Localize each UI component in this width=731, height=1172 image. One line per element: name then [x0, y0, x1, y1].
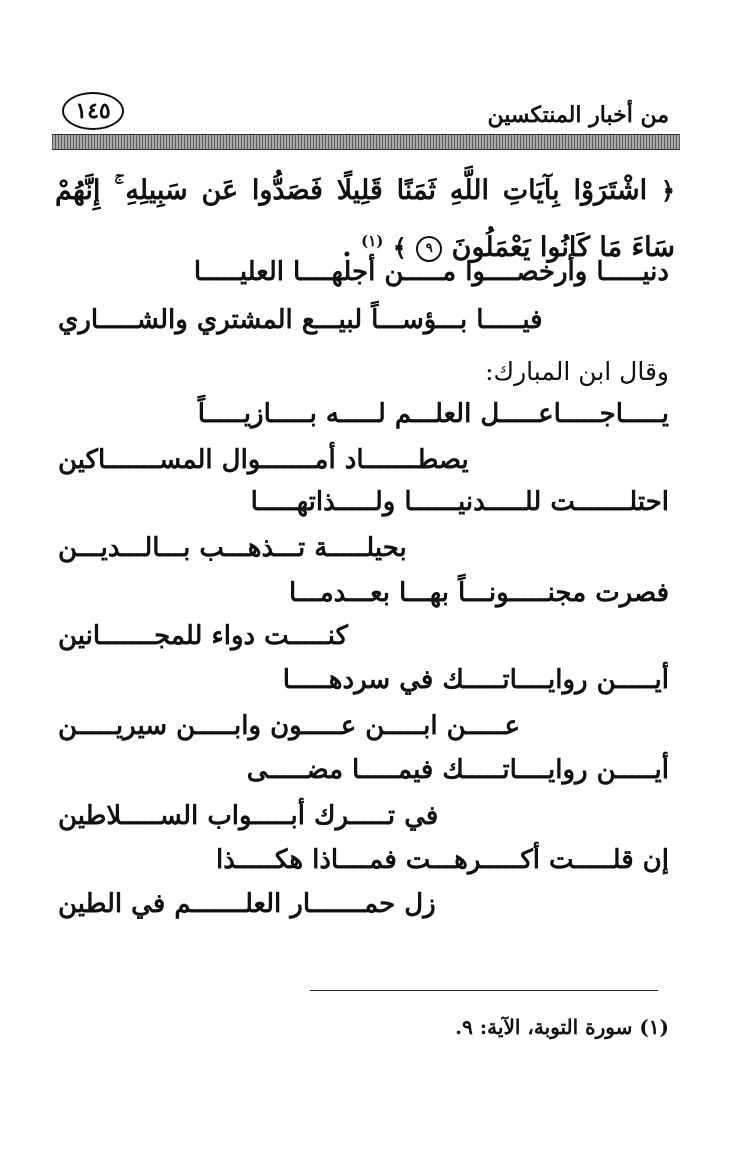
header-divider-band — [52, 134, 680, 150]
poem-line: في تـــــرك أبـــــواب الســـــلاطين — [58, 801, 439, 831]
poem-line: فيـــــا بـــؤســـاً لبيـــع المشتري والشـــــاري — [58, 305, 543, 335]
quran-verse-text: اشْتَرَوْا بِآيَاتِ اللَّهِ ثَمَنًا قَلِيلًا فَصَدُّوا عَن سَبِيلِهِ ۚ إِنَّهُمْ سَاءَ مَا كَانُوا يَعْمَلُونَ — [55, 175, 675, 263]
running-header-title: من أخبار المنتكسين — [487, 102, 669, 128]
poem-line: زل حمـــــــار العلـــــــم في الطين — [58, 889, 436, 919]
poem-line: يصطـــــــاد أمـــــــوال المســـــــاكين — [58, 445, 469, 475]
poem-line: كنـــــت دواء للمجـــــــانين — [58, 621, 348, 651]
poem-intro: وقال ابن المبارك: — [485, 357, 669, 386]
quran-end-punctuation: . — [342, 232, 352, 263]
poem-line: أيـــــن روايــــاتـــــك فيمـــــا مضـــــى — [246, 755, 669, 785]
poem-line: عـــــن ابـــــن عـــــون وابـــــن سيريـــــن — [58, 711, 521, 741]
poem-line: دنيـــــا وأرخصــــوا مـــــن أجلهــــا العليـــــا — [193, 257, 669, 287]
poem-line: احتلـــــــت للـــــدنيــــــا ولـــــذاتهـــــا — [250, 487, 669, 517]
poem-line: بحيلـــــة تـــذهـــب بـــالـــديـــن — [58, 533, 407, 563]
poem-line: إن قلـــــت أكـــــرهـــت فمــــاذا هكـــــذا — [216, 845, 669, 875]
verse-number-marker: ٩ — [416, 236, 442, 262]
poem-line: أيـــــن روايــــاتـــــك في سردهـــــا — [282, 665, 669, 695]
quran-open-bracket: ﴿ — [660, 176, 675, 205]
poem-line: فصرت مجنـــــونـــاً بهـــا بعـــدمـــا — [288, 578, 669, 608]
footnote-reference: (١) — [361, 232, 384, 250]
page-number: ١٤٥ — [62, 92, 124, 130]
footnote-separator — [310, 990, 658, 991]
footnote — [455, 1015, 669, 1039]
footnote-text: سورة التوبة، الآية: ٩. — [455, 1015, 633, 1039]
quran-close-bracket: ﴾ — [392, 233, 407, 262]
footnote-marker: (١) — [639, 1015, 669, 1039]
poem-line: يـــــاجـــــاعـــــل العلـــم لـــــه بـــــازيـــــاً — [197, 399, 669, 429]
